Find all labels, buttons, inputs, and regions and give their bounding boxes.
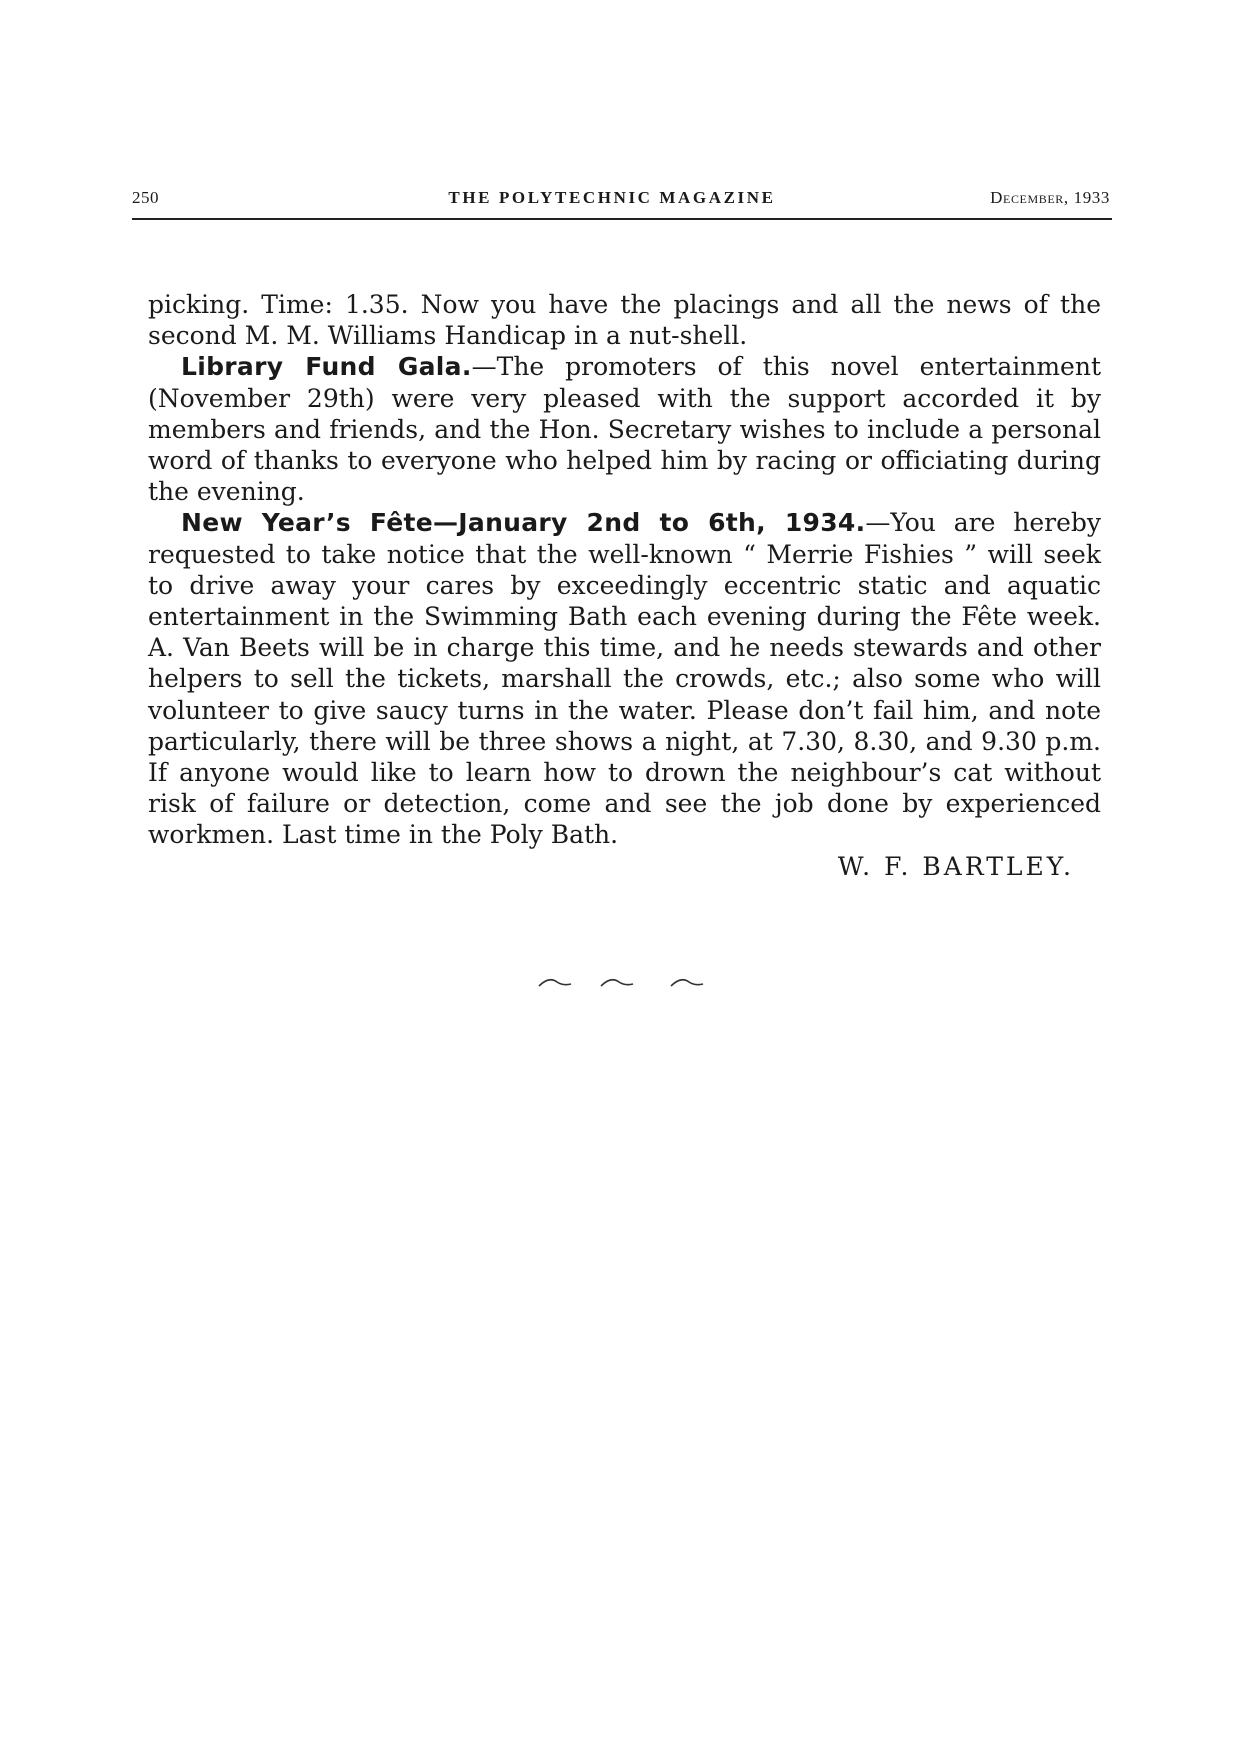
library-fund-gala-text: —The promoters of this novel entertainment (November 29th) were very pleased with the support accorded it by members and friends, and the Hon. Secretary wishes to include a personal word of thanks to everyone who helped him by racing or officiating during the evening. bbox=[148, 352, 1101, 507]
header-divider bbox=[132, 218, 1112, 220]
article-body bbox=[148, 289, 1101, 882]
library-fund-gala-heading: Library Fund Gala. bbox=[181, 352, 472, 382]
author-signature: W. F. BARTLEY. bbox=[837, 851, 1074, 881]
page-header bbox=[132, 184, 1112, 214]
continuation-paragraph: picking. Time: 1.35. Now you have the placings and all the news of the second M. M. Williams Handicap in a nut-shell. bbox=[148, 290, 1101, 351]
new-years-fete-paragraph bbox=[148, 507, 1101, 850]
wave-ornament-icon bbox=[535, 972, 715, 992]
new-years-fete-heading: New Year’s Fête—January 2nd to 6th, 1934. bbox=[181, 508, 866, 538]
new-years-fete-text: —You are hereby requested to take notice that the well-known “ Merrie Fishies ” will seek to drive away your cares by exceedingly eccentric static and aquatic entertainment in the Swimming Bath each evening during the Fête week. A. Van Beets will be in charge this time, and he needs stewards and other helpers to sell the tickets, marshall the crowds, etc.; also some who will volunteer to give saucy turns in the water. Please don’t fail him, and note particularly, there will be three shows a night, at 7.30, 8.30, and 9.30 p.m. If anyone would like to learn how to drown the neighbour’s cat without risk of failure or detection, come and see the job done by experienced workmen. Last time in the Poly Bath. bbox=[148, 508, 1101, 850]
issue-date: December, 1933 bbox=[990, 188, 1110, 207]
library-fund-gala-paragraph bbox=[148, 351, 1101, 507]
page-number: 250 bbox=[132, 188, 159, 207]
magazine-title: THE POLYTECHNIC MAGAZINE bbox=[448, 188, 776, 207]
